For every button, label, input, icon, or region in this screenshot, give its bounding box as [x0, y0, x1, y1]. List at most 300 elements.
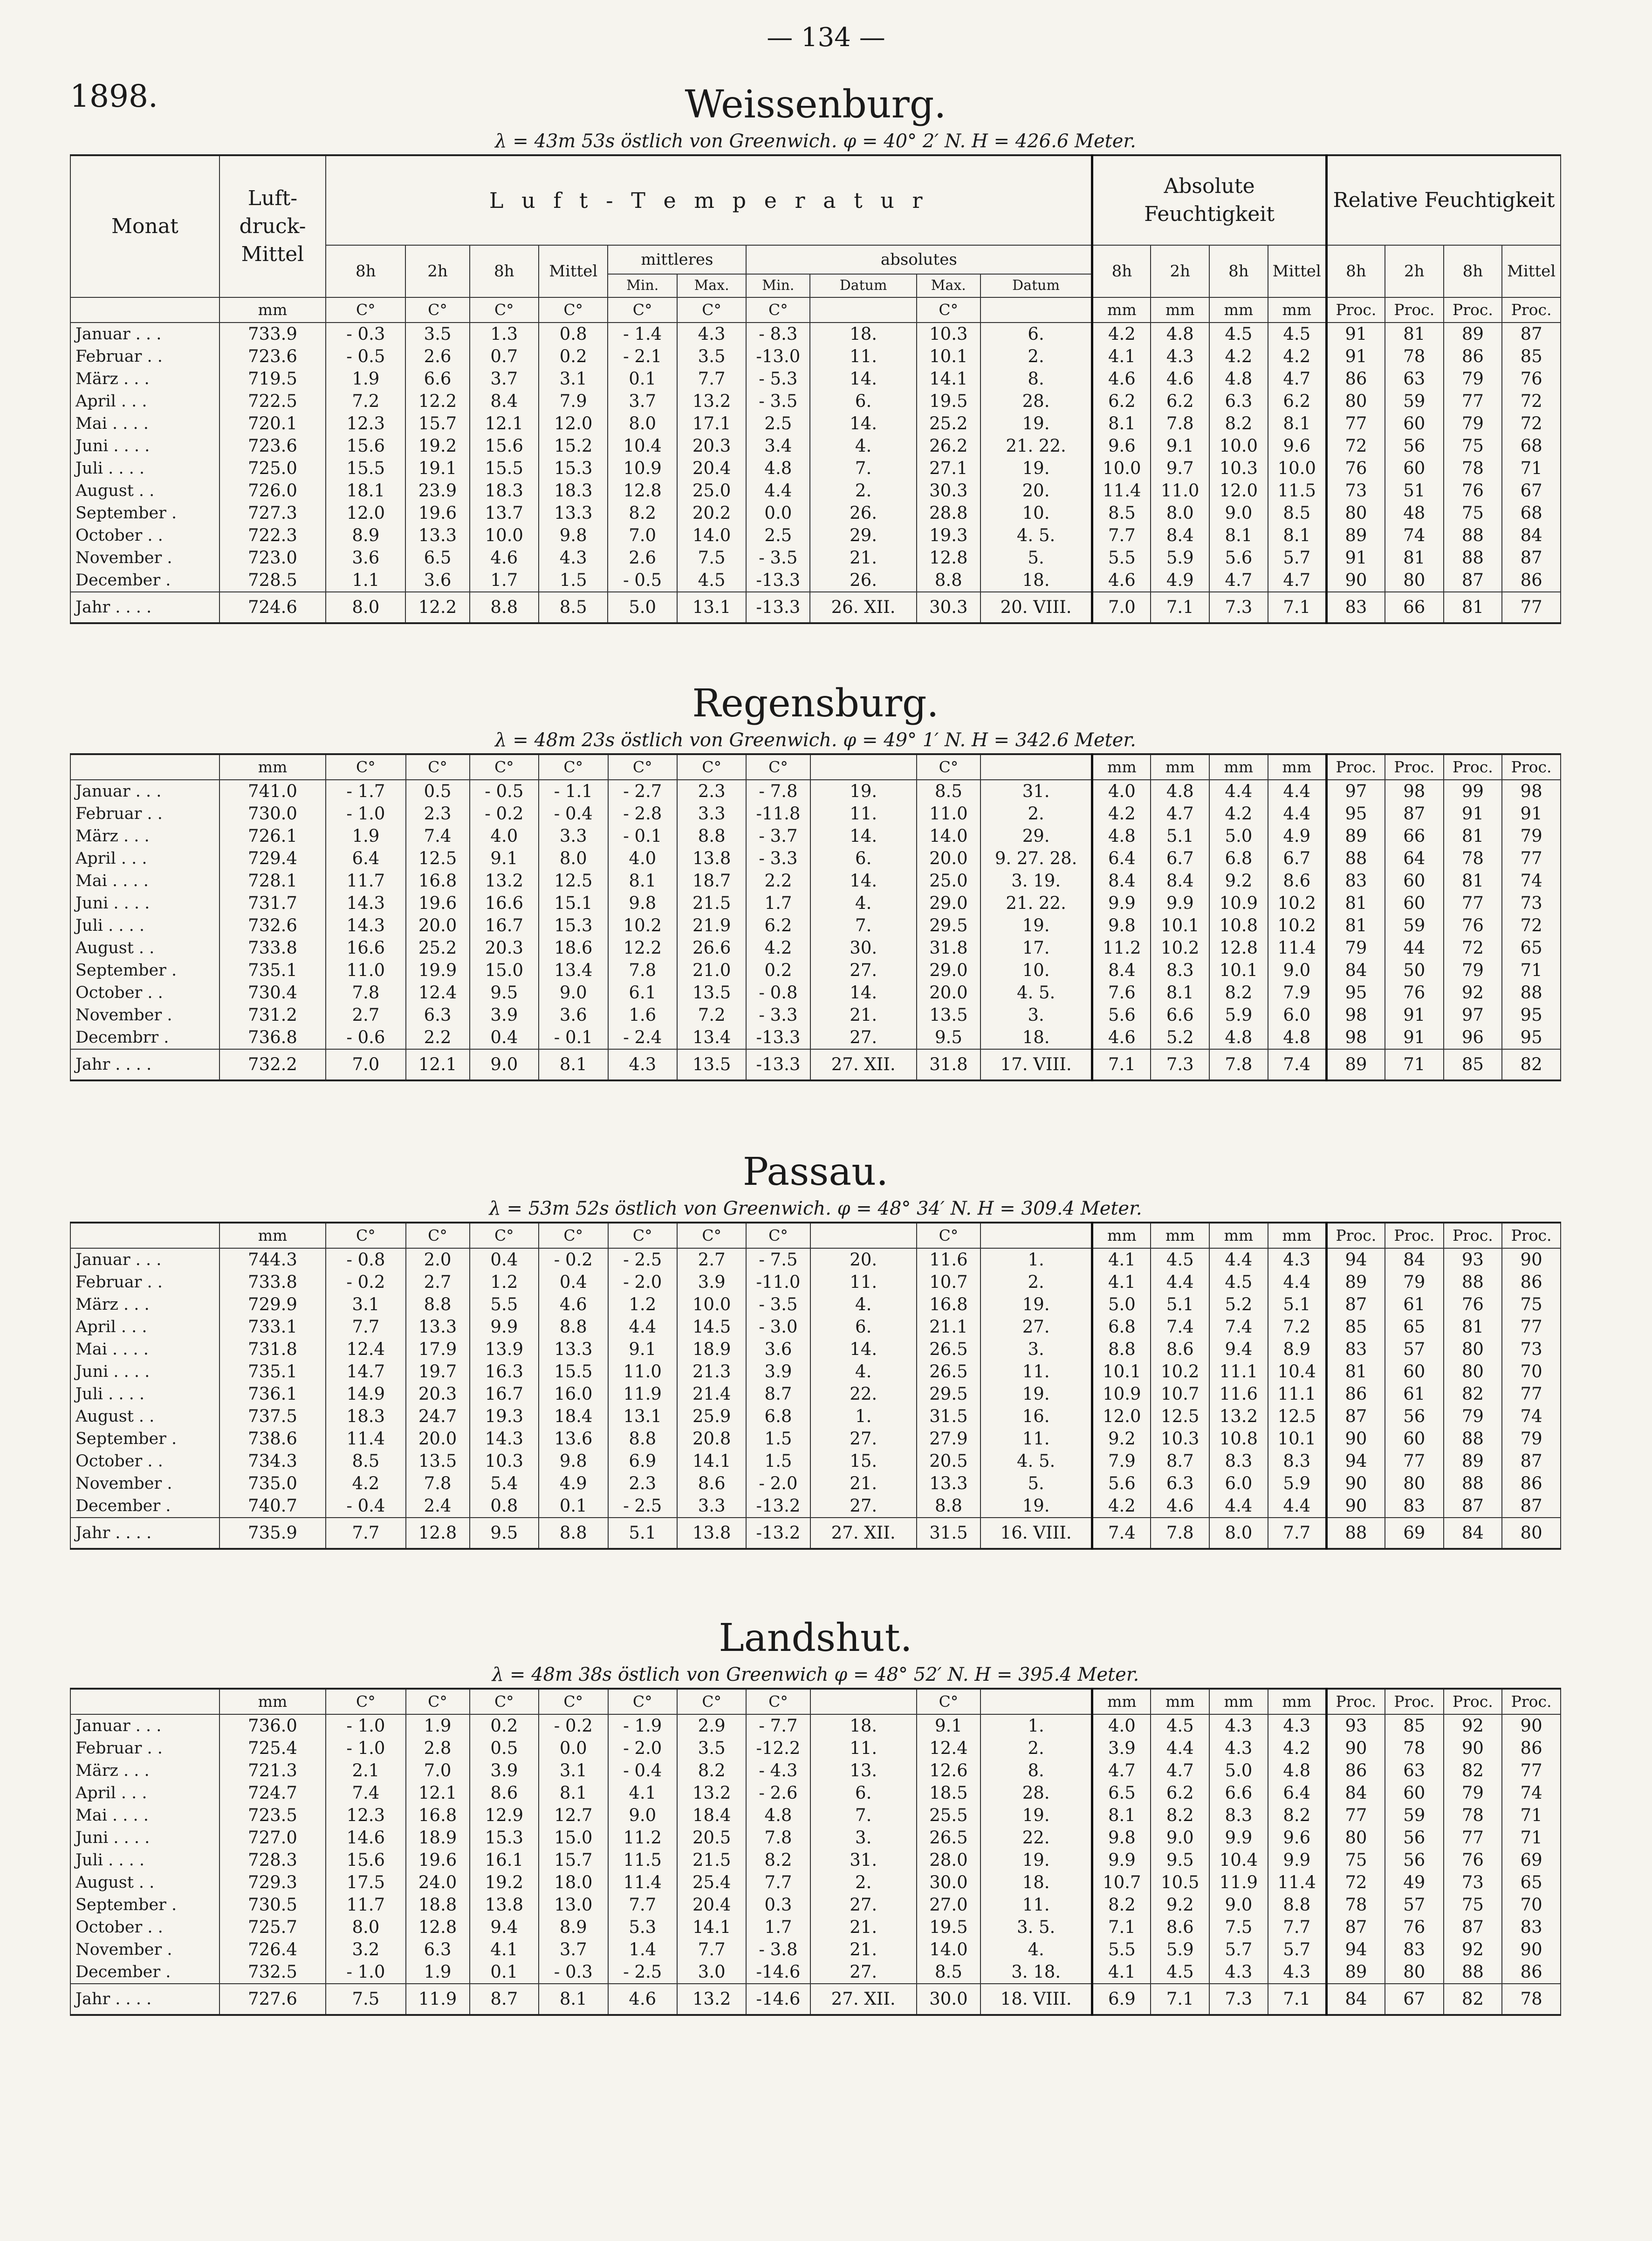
table-cell: 0.4 — [470, 1248, 539, 1271]
month-label: August . . — [70, 937, 219, 959]
table-cell: 20.0 — [406, 1428, 470, 1450]
table-cell: 81 — [1444, 870, 1502, 892]
table-cell: 87 — [1326, 1293, 1385, 1316]
table-cell: 17. — [980, 937, 1092, 959]
table-cell: 80 — [1326, 390, 1385, 412]
table-cell: 4.2 — [1092, 803, 1151, 825]
table-cell: 7.7 — [326, 1316, 405, 1338]
table-cell: -11.0 — [746, 1271, 810, 1293]
table-cell: 1.4 — [608, 1939, 677, 1961]
table-cell: - 2.8 — [608, 803, 677, 825]
table-cell: 9.9 — [1268, 1849, 1327, 1871]
table-cell: 0.0 — [746, 502, 810, 524]
table-cell: 8.8 — [1092, 1338, 1151, 1361]
table-row — [70, 1961, 1561, 1984]
table-cell: 10.7 — [1092, 1871, 1151, 1894]
table-cell: 20.4 — [677, 457, 746, 480]
year-cell: 8.7 — [470, 1984, 539, 2015]
year-cell: 9.0 — [470, 1049, 539, 1080]
year-cell: 5.1 — [608, 1518, 677, 1549]
table-cell: 8.3 — [1151, 959, 1209, 982]
table-cell: 11.7 — [326, 1894, 405, 1916]
table-cell: 1.7 — [746, 1916, 810, 1939]
unit-row — [70, 754, 1561, 780]
unit-cell: Proc. — [1385, 754, 1444, 780]
table-cell: 27. — [810, 1961, 917, 1984]
col-mittleres: mittleres — [608, 245, 746, 274]
table-cell: 81 — [1444, 1316, 1502, 1338]
month-label: März . . . — [70, 368, 219, 390]
table-cell: 8.2 — [1092, 1894, 1151, 1916]
table-cell: 8.4 — [1151, 524, 1209, 547]
year-cell: 17. VIII. — [980, 1049, 1092, 1080]
table-cell: 6.8 — [1092, 1316, 1151, 1338]
table-cell: 4.8 — [746, 457, 810, 480]
table-cell: 5.1 — [1268, 1293, 1327, 1316]
table-cell: 78 — [1444, 457, 1502, 480]
table-cell: 91 — [1385, 1004, 1444, 1026]
table-cell: 9.4 — [470, 1916, 539, 1939]
table-cell: 25.0 — [917, 870, 980, 892]
year-cell: 18. VIII. — [980, 1984, 1092, 2015]
table-cell: 29. — [980, 825, 1092, 847]
table-cell: 2.5 — [746, 412, 810, 435]
table-cell: 10.1 — [1209, 959, 1268, 982]
table-cell: 25.2 — [406, 937, 470, 959]
table-cell: 6.2 — [746, 914, 810, 937]
table-cell: 8.6 — [1268, 870, 1327, 892]
table-cell: 4. 5. — [980, 1450, 1092, 1472]
table-cell: 5.9 — [1151, 547, 1209, 569]
col-absolutes-min: Min. — [746, 274, 810, 297]
table-cell: 12.5 — [539, 870, 608, 892]
table-cell: 9. 27. 28. — [980, 847, 1092, 870]
table-cell: 87 — [1385, 803, 1444, 825]
table-cell: 19. — [980, 914, 1092, 937]
year-cell: 12.8 — [406, 1518, 470, 1549]
table-cell: 19.3 — [470, 1405, 539, 1428]
table-cell: 0.5 — [406, 780, 470, 803]
table-cell: 16.6 — [326, 937, 405, 959]
unit-cell: mm — [1092, 754, 1151, 780]
table-cell: 28.0 — [917, 1849, 980, 1871]
unit-cell: mm — [1092, 1689, 1151, 1714]
table-cell: 8.1 — [539, 1782, 608, 1804]
month-label: August . . — [70, 1405, 219, 1428]
unit-cell: C° — [406, 1689, 470, 1714]
table-cell: 17.5 — [326, 1871, 405, 1894]
table-cell: 6.5 — [405, 547, 469, 569]
table-cell: 11.9 — [608, 1383, 677, 1405]
table-cell: 12.6 — [917, 1760, 980, 1782]
table-cell: 9.9 — [1092, 1849, 1151, 1871]
table-cell: 6.7 — [1151, 847, 1209, 870]
table-cell: 6.0 — [1268, 1004, 1327, 1026]
table-cell: 4.2 — [746, 937, 810, 959]
table-cell: - 1.0 — [326, 1961, 405, 1984]
table-cell: 1.2 — [608, 1293, 677, 1316]
table-cell: 14.1 — [677, 1450, 746, 1472]
table-cell: 84 — [1326, 1782, 1385, 1804]
month-label: October . . — [70, 1450, 219, 1472]
unit-cell: Proc. — [1444, 1223, 1502, 1248]
month-label: Mai . . . . — [70, 1804, 219, 1827]
table-cell: 15.3 — [470, 1827, 539, 1849]
table-cell: 76 — [1444, 480, 1502, 502]
col-mittleres-max: Max. — [677, 274, 746, 297]
col-2h: 2h — [405, 245, 469, 297]
table-cell: 80 — [1385, 1472, 1444, 1495]
table-cell: 86 — [1502, 1472, 1561, 1495]
table-cell: 11.7 — [326, 870, 405, 892]
table-cell: 4. — [810, 1293, 917, 1316]
table-cell: 10.7 — [917, 1271, 980, 1293]
table-cell: 1.6 — [608, 1004, 677, 1026]
table-cell: 8.3 — [1209, 1450, 1268, 1472]
table-cell: 4.1 — [1092, 1248, 1151, 1271]
table-cell: 736.0 — [219, 1714, 326, 1737]
unit-cell: C° — [677, 754, 746, 780]
unit-cell: mm — [1209, 1689, 1268, 1714]
table-cell: 81 — [1444, 825, 1502, 847]
table-cell: 2.1 — [326, 1760, 405, 1782]
table-cell: 4.2 — [1092, 323, 1151, 345]
table-cell: 8.0 — [608, 412, 677, 435]
table-cell: 19.3 — [917, 524, 980, 547]
table-cell: 75 — [1326, 1849, 1385, 1871]
table-cell: 7. — [810, 914, 917, 937]
unit-cell: mm — [219, 1689, 326, 1714]
table-cell: 12.9 — [470, 1804, 539, 1827]
month-label: Juli . . . . — [70, 1383, 219, 1405]
table-cell: 9.1 — [1151, 435, 1209, 457]
table-cell: 14. — [810, 982, 917, 1004]
table-row — [70, 825, 1561, 847]
unit-cell — [980, 297, 1092, 323]
table-cell: 728.5 — [219, 569, 326, 592]
table-cell: 88 — [1444, 1472, 1502, 1495]
table-row — [70, 1316, 1561, 1338]
unit-cell: C° — [917, 1689, 980, 1714]
table-cell: 4. 5. — [980, 982, 1092, 1004]
table-cell: 4.1 — [1092, 345, 1151, 368]
year-cell: 4.6 — [608, 1984, 677, 2015]
table-cell: 2.0 — [406, 1248, 470, 1271]
table-row — [70, 1804, 1561, 1827]
table-cell: 75 — [1444, 1894, 1502, 1916]
table-cell: 4.5 — [1151, 1714, 1209, 1737]
month-label: Februar . . — [70, 803, 219, 825]
table-cell: 10.8 — [1209, 914, 1268, 937]
table-cell: 93 — [1444, 1248, 1502, 1271]
table-cell: 7.7 — [677, 368, 746, 390]
year-cell: 7.3 — [1209, 1984, 1268, 2015]
table-cell: 73 — [1502, 1338, 1561, 1361]
table-cell: 4.1 — [608, 1782, 677, 1804]
table-cell: 11.4 — [1268, 1871, 1327, 1894]
table-cell: 95 — [1502, 1004, 1561, 1026]
table-cell: 10.3 — [917, 323, 980, 345]
unit-cell — [810, 297, 916, 323]
table-cell: 8.5 — [1268, 502, 1327, 524]
table-cell: 19.2 — [405, 435, 469, 457]
month-label: Juli . . . . — [70, 457, 219, 480]
table-cell: 96 — [1444, 1026, 1502, 1049]
table-cell: 97 — [1326, 780, 1385, 803]
unit-cell: C° — [608, 754, 677, 780]
table-cell: 3.6 — [746, 1338, 810, 1361]
table-cell: 0.5 — [470, 1737, 539, 1760]
table-cell: 68 — [1502, 502, 1561, 524]
table-cell: - 0.6 — [326, 1026, 405, 1049]
table-cell: 15.5 — [326, 457, 405, 480]
table-cell: - 1.4 — [608, 323, 677, 345]
table-cell: 8.8 — [917, 569, 980, 592]
table-cell: 5.0 — [1092, 1293, 1151, 1316]
table-cell: 73 — [1502, 892, 1561, 914]
table-cell: 13.9 — [470, 1338, 539, 1361]
table-cell: - 7.5 — [746, 1248, 810, 1271]
table-cell: 3.5 — [405, 323, 469, 345]
table-cell: 4.3 — [677, 323, 746, 345]
table-cell: 4.5 — [677, 569, 746, 592]
table-cell: 9.8 — [1092, 914, 1151, 937]
table-cell: 14. — [810, 870, 917, 892]
year-cell: 12.2 — [405, 592, 469, 623]
table-cell: 4.4 — [1268, 780, 1327, 803]
table-cell: 6.4 — [326, 847, 405, 870]
table-cell: 81 — [1385, 547, 1444, 569]
table-cell: 13.4 — [539, 959, 608, 982]
table-cell: - 0.2 — [539, 1248, 608, 1271]
table-cell: 91 — [1502, 803, 1561, 825]
table-cell: 12.2 — [405, 390, 469, 412]
table-cell: 740.7 — [219, 1495, 326, 1518]
table-cell: 3. — [810, 1827, 917, 1849]
table-cell: 82 — [1444, 1760, 1502, 1782]
table-cell: - 2.7 — [608, 780, 677, 803]
table-cell: 728.3 — [219, 1849, 326, 1871]
table-cell: 3.2 — [326, 1939, 405, 1961]
table-cell: 14.3 — [326, 892, 405, 914]
table-cell: 48 — [1385, 502, 1444, 524]
table-cell: 60 — [1385, 870, 1444, 892]
table-cell: 9.0 — [1268, 959, 1327, 982]
table-cell: 6.4 — [1092, 847, 1151, 870]
unit-cell — [70, 1689, 219, 1714]
table-cell: 72 — [1502, 412, 1561, 435]
table-cell: 93 — [1326, 1714, 1385, 1737]
table-cell: 4.0 — [1092, 780, 1151, 803]
table-cell: 71 — [1502, 457, 1561, 480]
table-cell: 8.2 — [1268, 1804, 1327, 1827]
table-cell: 724.7 — [219, 1782, 326, 1804]
table-cell: 91 — [1444, 803, 1502, 825]
table-cell: 4.0 — [608, 847, 677, 870]
year-cell: 82 — [1444, 1984, 1502, 2015]
table-cell: 3.3 — [677, 803, 746, 825]
table-cell: 14. — [810, 412, 916, 435]
month-label: November . — [70, 1472, 219, 1495]
table-cell: 78 — [1385, 345, 1444, 368]
year-cell: 26. XII. — [810, 592, 916, 623]
table-cell: 10.0 — [1268, 457, 1327, 480]
table-cell: - 2.1 — [608, 345, 677, 368]
table-cell: 21. — [810, 1916, 917, 1939]
unit-cell: C° — [917, 1223, 980, 1248]
table-cell: 90 — [1326, 1472, 1385, 1495]
unit-cell: C° — [406, 1223, 470, 1248]
climate-table — [70, 1222, 1561, 1550]
unit-cell: Proc. — [1502, 754, 1561, 780]
table-row — [70, 502, 1561, 524]
table-cell: 2. — [980, 803, 1092, 825]
table-cell: 7.9 — [539, 390, 608, 412]
year-cell: 7.4 — [1092, 1518, 1151, 1549]
table-cell: 7.2 — [326, 390, 405, 412]
table-cell: 10.4 — [608, 435, 677, 457]
table-cell: 9.5 — [1151, 1849, 1209, 1871]
unit-cell: C° — [917, 754, 980, 780]
table-cell: 11.2 — [608, 1827, 677, 1849]
month-label: September . — [70, 1428, 219, 1450]
table-cell: 7.4 — [1151, 1316, 1209, 1338]
table-cell: 27.9 — [917, 1428, 980, 1450]
table-cell: 3.9 — [677, 1271, 746, 1293]
table-cell: 4.7 — [1209, 569, 1268, 592]
table-cell: 4.2 — [326, 1472, 405, 1495]
table-cell: 4.6 — [470, 547, 539, 569]
table-cell: 7.7 — [746, 1871, 810, 1894]
table-cell: 76 — [1502, 368, 1561, 390]
table-cell: 71 — [1502, 1827, 1561, 1849]
table-cell: 8.1 — [1092, 1804, 1151, 1827]
table-cell: 0.3 — [746, 1894, 810, 1916]
table-cell: 80 — [1444, 1338, 1502, 1361]
table-cell: 10.5 — [1151, 1871, 1209, 1894]
table-cell: 15. — [810, 1450, 917, 1472]
table-cell: 10.0 — [1209, 435, 1268, 457]
table-cell: - 0.4 — [326, 1495, 405, 1518]
year-cell: 84 — [1444, 1518, 1502, 1549]
table-cell: 26.5 — [917, 1361, 980, 1383]
table-row — [70, 345, 1561, 368]
month-label: November . — [70, 547, 219, 569]
year-cell: 8.0 — [326, 592, 405, 623]
table-cell: 6.3 — [406, 1004, 470, 1026]
table-cell: 4.8 — [1209, 1026, 1268, 1049]
table-cell: 11.5 — [608, 1849, 677, 1871]
table-cell: 731.7 — [219, 892, 326, 914]
table-cell: 4.2 — [1268, 1737, 1327, 1760]
table-cell: 4.4 — [1268, 803, 1327, 825]
table-cell: 89 — [1444, 1450, 1502, 1472]
table-row — [70, 1026, 1561, 1049]
table-cell: 13.3 — [405, 524, 469, 547]
table-cell: 13.2 — [677, 1782, 746, 1804]
unit-cell: C° — [917, 297, 980, 323]
table-cell: 89 — [1326, 524, 1385, 547]
table-cell: 730.5 — [219, 1894, 326, 1916]
table-cell: 6.9 — [608, 1450, 677, 1472]
table-cell: 8.4 — [470, 390, 539, 412]
year-cell: 7.1 — [1268, 592, 1327, 623]
table-cell: 77 — [1502, 1383, 1561, 1405]
table-cell: 10.3 — [1209, 457, 1268, 480]
table-cell: 19. — [980, 1849, 1092, 1871]
table-cell: 2.7 — [677, 1248, 746, 1271]
table-row — [70, 524, 1561, 547]
month-label: Juni . . . . — [70, 1827, 219, 1849]
table-cell: 27.0 — [917, 1894, 980, 1916]
table-cell: 6. — [810, 847, 917, 870]
table-cell: 10.9 — [1092, 1383, 1151, 1405]
table-cell: 95 — [1326, 982, 1385, 1004]
unit-cell: Proc. — [1326, 1223, 1385, 1248]
table-cell: 5.7 — [1268, 547, 1327, 569]
table-cell: - 0.1 — [608, 825, 677, 847]
table-cell: 27. — [810, 959, 917, 982]
table-cell: 8. — [980, 368, 1092, 390]
table-cell: 11.0 — [917, 803, 980, 825]
year-cell: 8.8 — [539, 1518, 608, 1549]
table-cell: 11.1 — [1209, 1361, 1268, 1383]
table-cell: - 2.4 — [608, 1026, 677, 1049]
col-absolutes-max-datum: Datum — [980, 274, 1092, 297]
table-cell: 737.5 — [219, 1405, 326, 1428]
unit-cell: C° — [326, 1223, 405, 1248]
table-cell: 76 — [1326, 457, 1385, 480]
unit-cell: C° — [746, 1689, 810, 1714]
table-cell: 4.4 — [1151, 1737, 1209, 1760]
table-row — [70, 1472, 1561, 1495]
table-row — [70, 982, 1561, 1004]
month-label: Juli . . . . — [70, 1849, 219, 1871]
table-cell: 13.8 — [677, 847, 746, 870]
table-cell: 8.0 — [539, 847, 608, 870]
table-cell: 86 — [1502, 569, 1561, 592]
table-cell: 6.6 — [1151, 1004, 1209, 1026]
table-cell: - 2.0 — [746, 1472, 810, 1495]
table-cell: 14.3 — [326, 914, 405, 937]
table-cell: 2.8 — [406, 1737, 470, 1760]
table-cell: 11.5 — [1268, 480, 1327, 502]
table-cell: 88 — [1444, 547, 1502, 569]
table-cell: - 0.2 — [326, 1271, 405, 1293]
table-cell: 12.1 — [470, 412, 539, 435]
table-cell: 4.4 — [1268, 1271, 1327, 1293]
year-cell: 735.9 — [219, 1518, 326, 1549]
table-cell: 12.0 — [539, 412, 608, 435]
table-cell: 9.1 — [470, 847, 539, 870]
table-cell: 7.5 — [677, 547, 746, 569]
month-label: Januar . . . — [70, 323, 219, 345]
year-cell: 8.5 — [539, 592, 608, 623]
table-cell: 722.5 — [219, 390, 326, 412]
table-cell: 18.3 — [470, 480, 539, 502]
climate-table — [70, 154, 1561, 624]
table-cell: 69 — [1502, 1849, 1561, 1871]
unit-cell: mm — [219, 754, 326, 780]
table-cell: 6.2 — [1151, 1782, 1209, 1804]
table-cell: 6.0 — [1209, 1472, 1268, 1495]
year-cell: 7.3 — [1151, 1049, 1209, 1080]
table-row — [70, 1894, 1561, 1916]
table-cell: 9.0 — [1209, 502, 1268, 524]
table-cell: 98 — [1326, 1026, 1385, 1049]
year-cell: 7.1 — [1151, 1984, 1209, 2015]
unit-cell — [980, 1223, 1092, 1248]
